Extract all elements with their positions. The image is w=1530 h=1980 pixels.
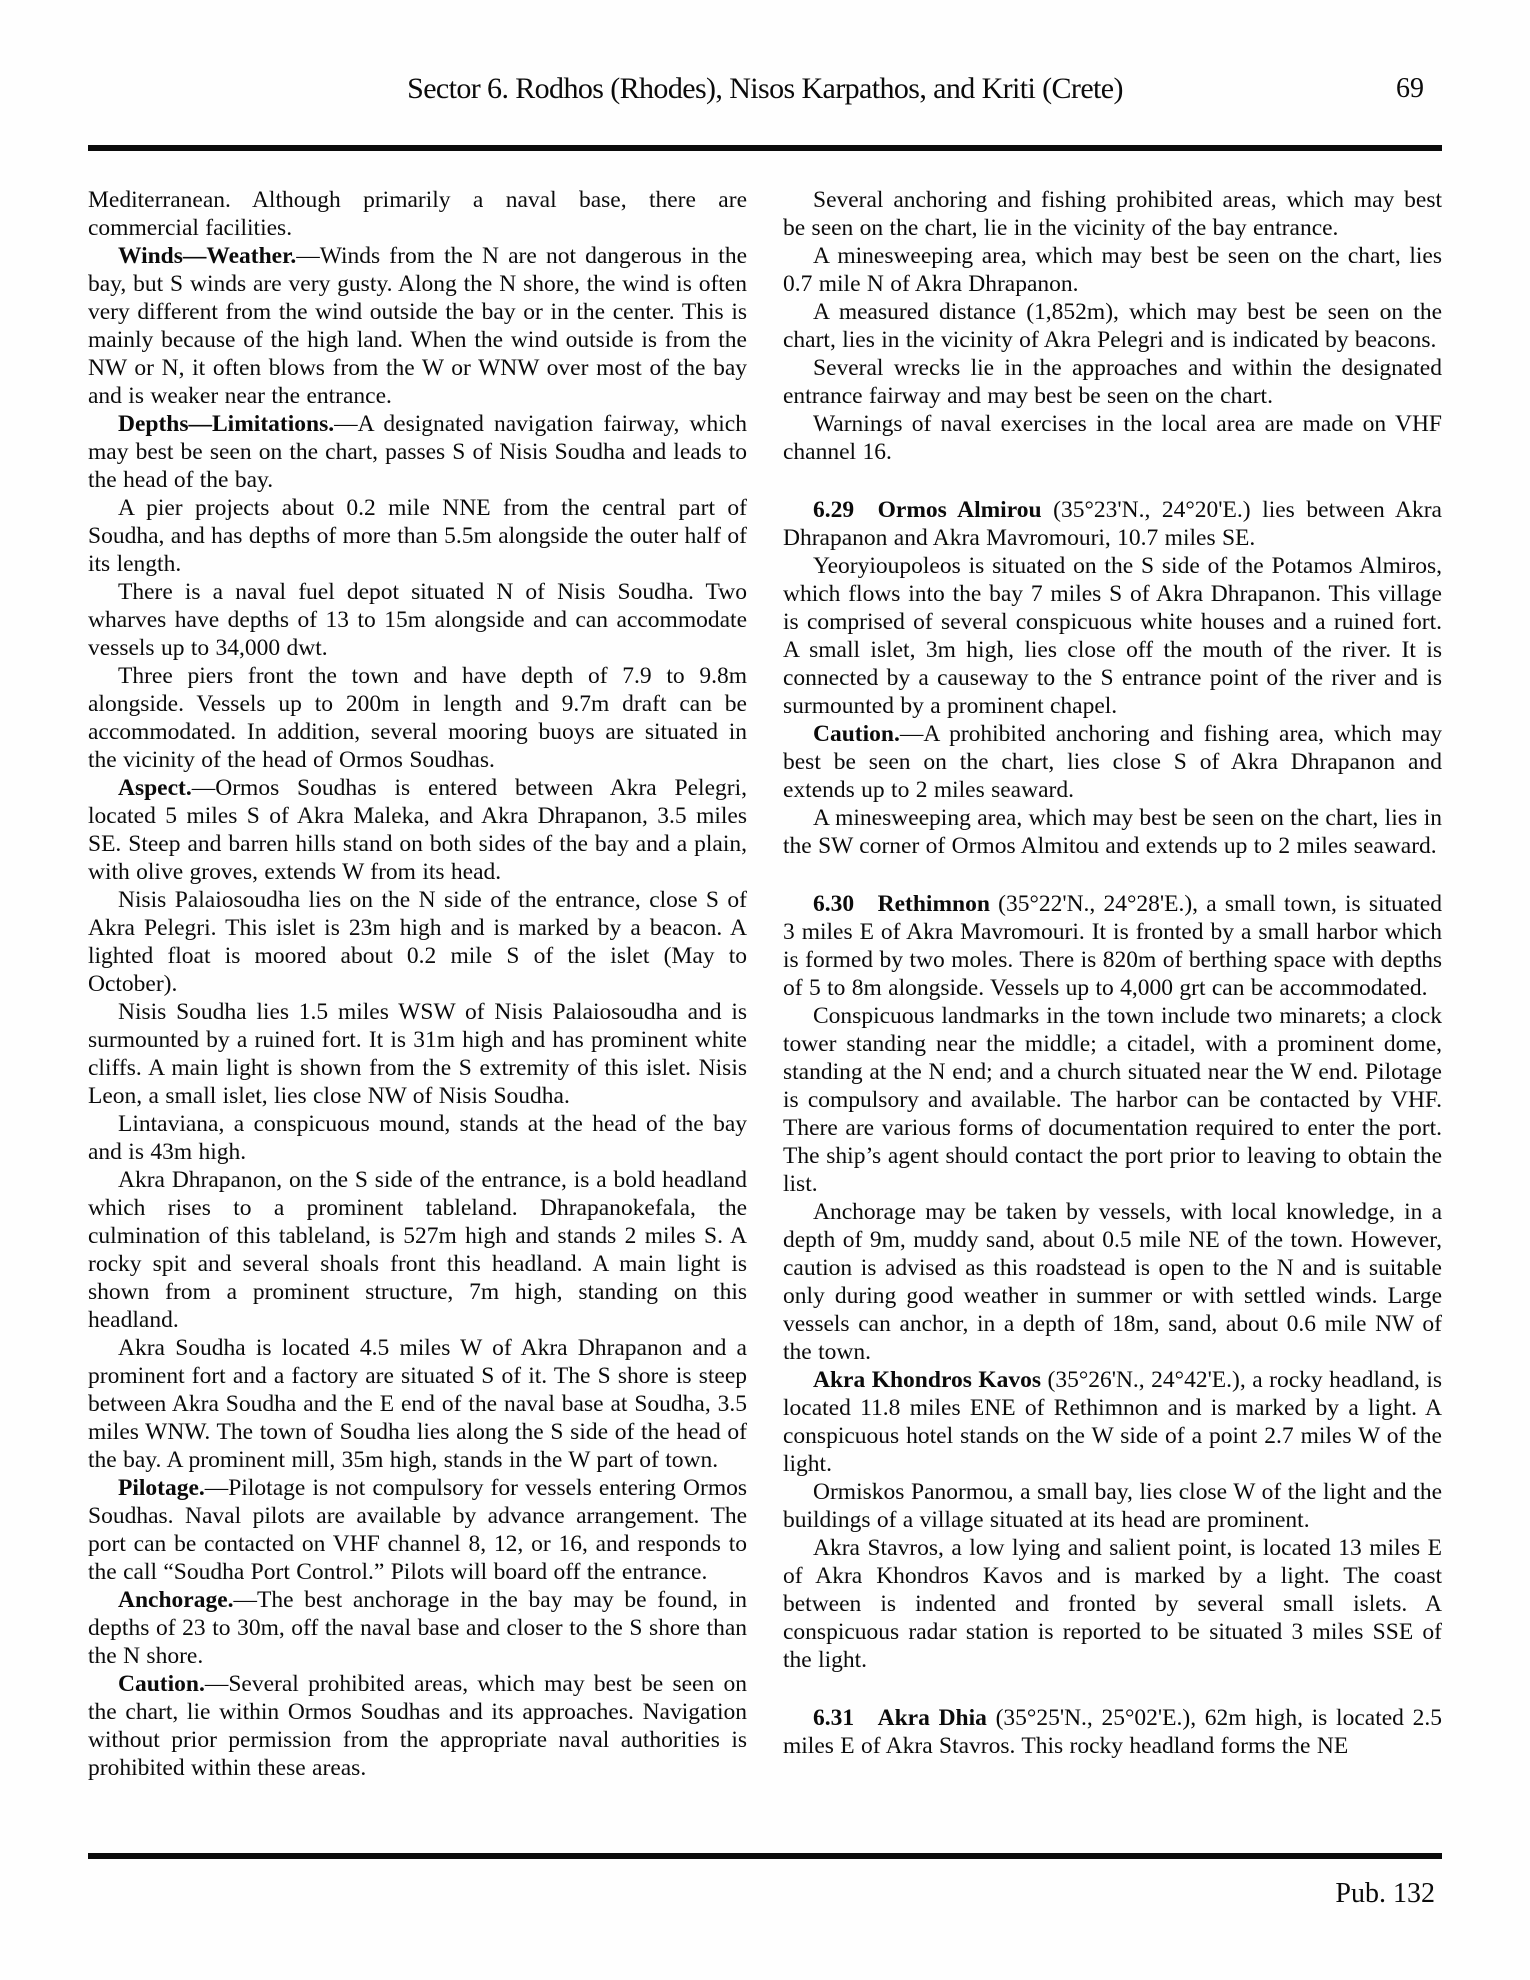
paragraph: Lintaviana, a conspicuous mound, stands at the head of the bay and is 43m high. [88,1111,747,1165]
page-header [88,72,1442,112]
paragraph: Ormiskos Panormou, a small bay, lies close W of the light and the buildings of a village situated at its head are prominent. [783,1479,1442,1533]
paragraph: Nisis Palaiosoudha lies on the N side of the entrance, close S of Akra Pelegri. This islet is 23m high and is marked by a beacon. A lighted float is moored about 0.2 mile S of the islet (May to October). [88,887,747,997]
section-paragraph: 6.29 Ormos Almirou (35°23'N., 24°20'E.) lies between Akra Dhrapanon and Akra Mavromouri, 10.7 miles SE. [783,497,1442,551]
paragraph: Caution.—A prohibited anchoring and fishing area, which may best be seen on the chart, lies close S of Akra Dhrapanon and extends up to 2 miles seaward. [783,721,1442,803]
paragraph: There is a naval fuel depot situated N of Nisis Soudha. Two wharves have depths of 13 to 15m alongside and can accommodate vessels up to 34,000 dwt. [88,579,747,661]
section-paragraph: 6.31 Akra Dhia (35°25'N., 25°02'E.), 62m high, is located 2.5 miles E of Akra Stavros. This rocky headland forms the NE [783,1705,1442,1759]
paragraph: Warnings of naval exercises in the local area are made on VHF channel 16. [783,411,1442,465]
paragraph: Yeoryioupoleos is situated on the S side of the Potamos Almiros, which flows into the bay 7 miles S of Akra Dhrapanon. This village is comprised of several conspicuous white houses and a ruined fort. A small islet, 3m high, lies close off the mouth of the river. It is connected by a causeway to the S entrance point of the river and is surmounted by a prominent chapel. [783,553,1442,719]
paragraph: Akra Soudha is located 4.5 miles W of Akra Dhrapanon and a prominent fort and a factory are situated S of it. The S shore is steep between Akra Soudha and the E end of the naval base at Soudha, 3.5 miles WNW. The town of Soudha lies along the S side of the head of the bay. A prominent mill, 35m high, stands in the W part of town. [88,1335,747,1473]
section-paragraph: 6.30 Rethimnon (35°22'N., 24°28'E.), a small town, is situated 3 miles E of Akra Mavromouri. It is fronted by a small harbor which is formed by two moles. There is 820m of berthing space with depths of 5 to 8m alongside. Vessels up to 4,000 grt can be accommodated. [783,891,1442,1001]
paragraph: Anchorage.—The best anchorage in the bay may be found, in depths of 23 to 30m, off the naval base and closer to the S shore than the N shore. [88,1587,747,1669]
column-left [88,186,747,1782]
paragraph: Mediterranean. Although primarily a naval base, there are commercial facilities. [88,187,747,241]
paragraph: Anchorage may be taken by vessels, with local knowledge, in a depth of 9m, muddy sand, about 0.5 mile NE of the town. However, caution is advised as this roadstead is open to the N and is suitable only during good weather in summer or with settled winds. Large vessels can anchor, in a depth of 18m, sand, about 0.6 mile NW of the town. [783,1199,1442,1365]
content-columns [88,186,1442,1782]
paragraph: Conspicuous landmarks in the town include two minarets; a clock tower standing near the middle; a citadel, with a prominent dome, standing at the N end; and a church situated near the W end. Pilotage is compulsory and available. The harbor can be contacted by VHF. There are various forms of documentation required to enter the port. The ship’s agent should contact the port prior to leaving to obtain the list. [783,1003,1442,1197]
paragraph: A minesweeping area, which may best be seen on the chart, lies 0.7 mile N of Akra Dhrapanon. [783,243,1442,297]
footer-rule [88,1853,1442,1859]
page-title: Sector 6. Rodhos (Rhodes), Nisos Karpathos, and Kriti (Crete) [407,72,1123,105]
paragraph: Depths—Limitations.—A designated navigation fairway, which may best be seen on the chart, passes S of Nisis Soudha and leads to the head of the bay. [88,411,747,493]
paragraph: A minesweeping area, which may best be seen on the chart, lies in the SW corner of Ormos Almitou and extends up to 2 miles seaward. [783,805,1442,859]
paragraph: Three piers front the town and have depth of 7.9 to 9.8m alongside. Vessels up to 200m in length and 9.7m draft can be accommodated. In addition, several mooring buoys are situated in the vicinity of the head of Ormos Soudhas. [88,663,747,773]
paragraph: Akra Khondros Kavos (35°26'N., 24°42'E.), a rocky headland, is located 11.8 miles ENE of Rethimnon and is marked by a light. A conspicuous hotel stands on the W side of a point 2.7 miles W of the light. [783,1367,1442,1477]
paragraph: A measured distance (1,852m), which may best be seen on the chart, lies in the vicinity of Akra Pelegri and is indicated by beacons. [783,299,1442,353]
header-rule [88,145,1442,151]
paragraph: Aspect.—Ormos Soudhas is entered between Akra Pelegri, located 5 miles S of Akra Maleka, and Akra Dhrapanon, 3.5 miles SE. Steep and barren hills stand on both sides of the bay and a plain, with olive groves, extends W from its head. [88,775,747,885]
publication-number: Pub. 132 [1335,1878,1435,1909]
column-right [783,186,1442,1782]
paragraph: Several wrecks lie in the approaches and within the designated entrance fairway and may best be seen on the chart. [783,355,1442,409]
paragraph: Winds—Weather.—Winds from the N are not dangerous in the bay, but S winds are very gusty. Along the N shore, the wind is often very different from the wind outside the bay or in the center. This is mainly because of the high land. When the wind outside is from the NW or N, it often blows from the W or WNW over most of the bay and is weaker near the entrance. [88,243,747,409]
page-number: 69 [1396,73,1424,104]
paragraph: Akra Dhrapanon, on the S side of the entrance, is a bold headland which rises to a prominent tableland. Dhrapanokefala, the culmination of this tableland, is 527m high and stands 2 miles S. A rocky spit and several shoals front this headland. A main light is shown from a prominent structure, 7m high, standing on this headland. [88,1167,747,1333]
paragraph: Akra Stavros, a low lying and salient point, is located 13 miles E of Akra Khondros Kavos and is marked by a light. The coast between is indented and fronted by several small islets. A conspicuous radar station is reported to be situated 3 miles SSE of the light. [783,1535,1442,1673]
paragraph: Nisis Soudha lies 1.5 miles WSW of Nisis Palaiosoudha and is surmounted by a ruined fort. It is 31m high and has prominent white cliffs. A main light is shown from the S extremity of this islet. Nisis Leon, a small islet, lies close NW of Nisis Soudha. [88,999,747,1109]
paragraph: Caution.—Several prohibited areas, which may best be seen on the chart, lie within Ormos Soudhas and its approaches. Navigation without prior permission from the appropriate naval authorities is prohibited within these areas. [88,1671,747,1781]
paragraph: A pier projects about 0.2 mile NNE from the central part of Soudha, and has depths of more than 5.5m alongside the outer half of its length. [88,495,747,577]
paragraph: Pilotage.—Pilotage is not compulsory for vessels entering Ormos Soudhas. Naval pilots are available by advance arrangement. The port can be contacted on VHF channel 8, 12, or 16, and responds to the call “Soudha Port Control.” Pilots will board off the entrance. [88,1475,747,1585]
paragraph: Several anchoring and fishing prohibited areas, which may best be seen on the chart, lie in the vicinity of the bay entrance. [783,187,1442,241]
